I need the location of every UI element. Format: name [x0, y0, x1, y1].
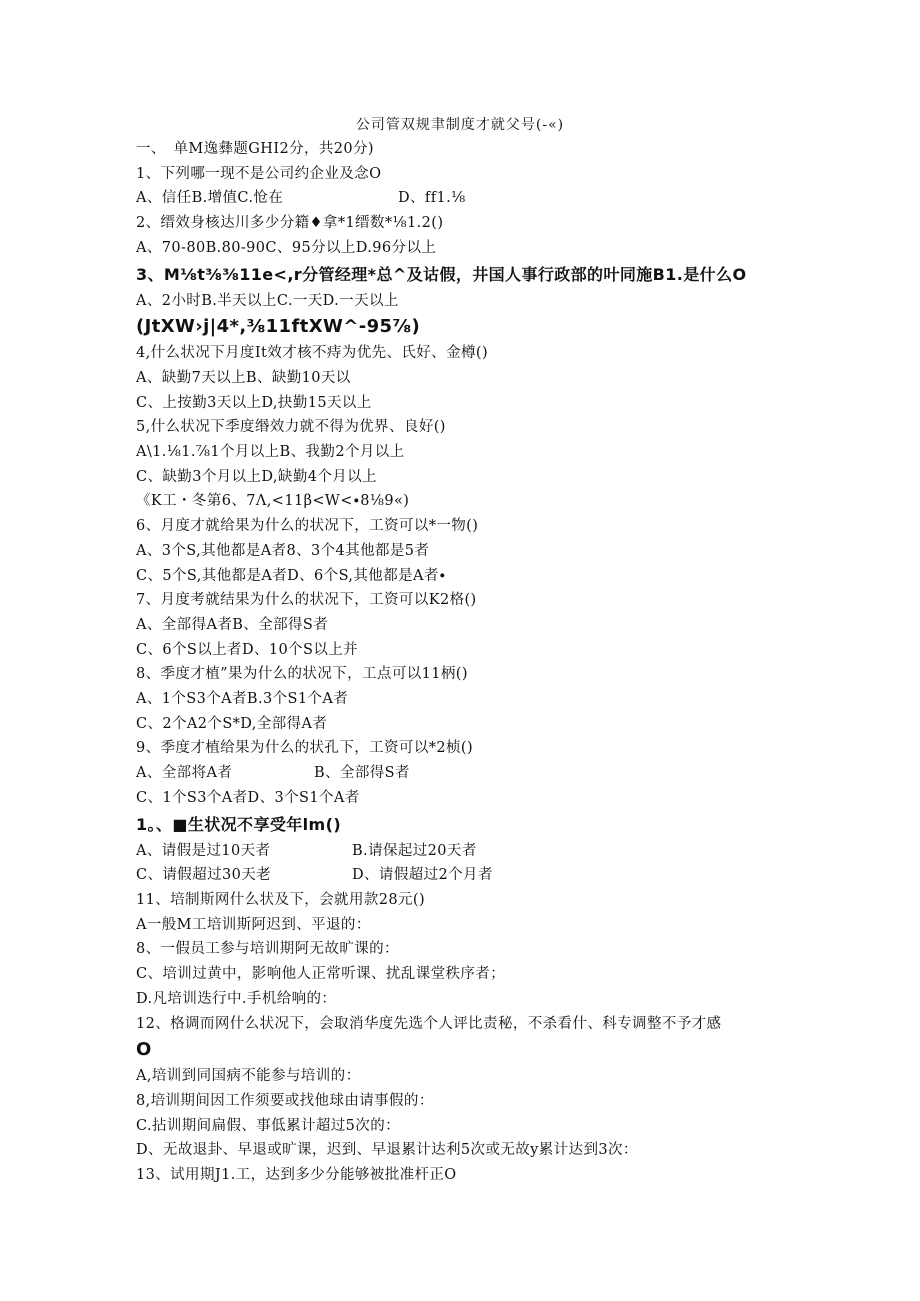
- question-12-option-a: A,培训到同国病不能参与培训的：: [136, 1068, 361, 1085]
- question-9-options-a: [136, 761, 776, 786]
- question-11: 11、培制斯网什么状及下，会就用款28元(): [136, 891, 426, 908]
- question-11-option-b: 8、一假员工参与培训期阿无故旷课的：: [136, 941, 399, 958]
- question-10-options-b: [136, 863, 776, 888]
- question-2-options: A、70-80B.80-90C、95分以上D.96分以上: [136, 239, 437, 256]
- question-2: 2、缙效身核达川多少分籍♦拿*1缙数*⅛1.2(): [136, 215, 444, 232]
- question-12: 12、格调而网什么状况下，会取消华度先选个人评比责秘，不杀看什、科专调整不予才感: [136, 1015, 722, 1032]
- option-left: A、信任B.增值C.怆在: [136, 190, 284, 207]
- question-1-options: [136, 186, 776, 211]
- section-heading-3: 《K工・冬第6、7Λ,<11β<W<∙8⅛9«): [136, 493, 410, 510]
- question-6-options-a: A、3个S,其他都是A者8、3个4其他都是5者: [136, 542, 430, 559]
- question-6: 6、月度才就给果为什么的状况下，工资可以*一物(): [136, 518, 479, 535]
- question-4: 4,什么状况下月度It效才核不痔为优先、氏好、金樽(): [136, 345, 489, 362]
- question-6-options-b: C、5个S,其他都是A者D、6个S,其他都是A者∙: [136, 567, 447, 584]
- question-7: 7、月度考就结果为什么的状况下，工资可以K2格(): [136, 592, 477, 609]
- section-heading: 一、 单M逸彝题GHI2分，共20分): [136, 141, 374, 157]
- question-10-options-a: [136, 839, 776, 864]
- question-11-option-a: A一般M工培训斯阿迟到、平退的：: [136, 916, 371, 933]
- question-5-options-a: A\1.⅛1.⅞1个月以上B、我勤2个月以上: [136, 444, 405, 461]
- question-12-continuation: O: [136, 1039, 152, 1061]
- option-right: D、ff1.⅛: [398, 190, 466, 207]
- question-12-option-c: C.拈训期间扁假、事低累计超过5次的：: [136, 1117, 401, 1134]
- question-4-options-a: A、缺勤7天以上B、缺勤10天以: [136, 369, 351, 386]
- question-4-options-b: C、上按勤3天以上D,抉勤15天以上: [136, 394, 372, 411]
- question-5-options-b: C、缺勤3个月以上D,缺勤4个月以上: [136, 468, 377, 485]
- option-left: C、请假超过30天老: [136, 867, 272, 884]
- question-5: 5,什么状况下季度缗效力就不得为优界、良好(): [136, 419, 446, 436]
- option-right: D、请假超过2个月者: [352, 867, 493, 884]
- question-8-options-a: A、1个S3个A者B.3个S1个A者: [136, 691, 349, 708]
- document-title: 公司管双规聿制度才就父号(-«): [355, 117, 565, 133]
- question-12-option-b: 8,培训期间因工作须要或找他球由请事假的：: [136, 1092, 434, 1109]
- question-8: 8、季度才植”果为什么的状况下，工点可以11柄(): [136, 666, 468, 683]
- option-right: B、全部得S者: [314, 765, 410, 782]
- option-right: B.请保起过20天者: [352, 842, 477, 859]
- question-11-option-d: D.凡培训迭行中.手机给响的：: [136, 990, 337, 1007]
- section-heading-2: (JtXW›j|4*,⅜11ftXW^-95⅞): [136, 316, 421, 338]
- option-left: A、全部将A者: [136, 765, 233, 782]
- question-8-options-b: C、2个A2个S*D,全部得A者: [136, 715, 328, 732]
- question-7-options-a: A、全部得A者B、全部得S者: [136, 616, 329, 633]
- question-1: 1、下列哪一现不是公司约企业及念O: [136, 165, 382, 182]
- document-body: [136, 137, 776, 1188]
- question-9: 9、季度才植给果为什么的状孔下，工资可以*2桢(): [136, 740, 474, 757]
- option-left: A、请假是过10天者: [136, 842, 271, 859]
- question-3-options: A、2小时B.半天以上C.一天D.一天以上: [136, 292, 399, 309]
- question-7-options-b: C、6个S以上者D、10个S以上并: [136, 641, 359, 658]
- question-3: 3、M⅛t⅜⅜11e<,r分管经理*总^及诂假，井国人事行政部的叶同施B1.是什么O: [136, 264, 747, 284]
- question-13: 13、试用期J1.工，达到多少分能够被批准杆正O: [136, 1167, 457, 1184]
- question-9-options-b: C、1个S3个A者D、3个S1个A者: [136, 789, 360, 806]
- question-10: 1。、■生状况不享受年lm(): [136, 814, 342, 834]
- question-11-option-c: C、培训过黄中，影响他人正常听课、扰乱课堂秩序者；: [136, 966, 506, 983]
- question-12-option-d: D、无故退卦、早退或旷课，迟到、早退累计达利5次或无故y累计达到3次：: [136, 1142, 638, 1159]
